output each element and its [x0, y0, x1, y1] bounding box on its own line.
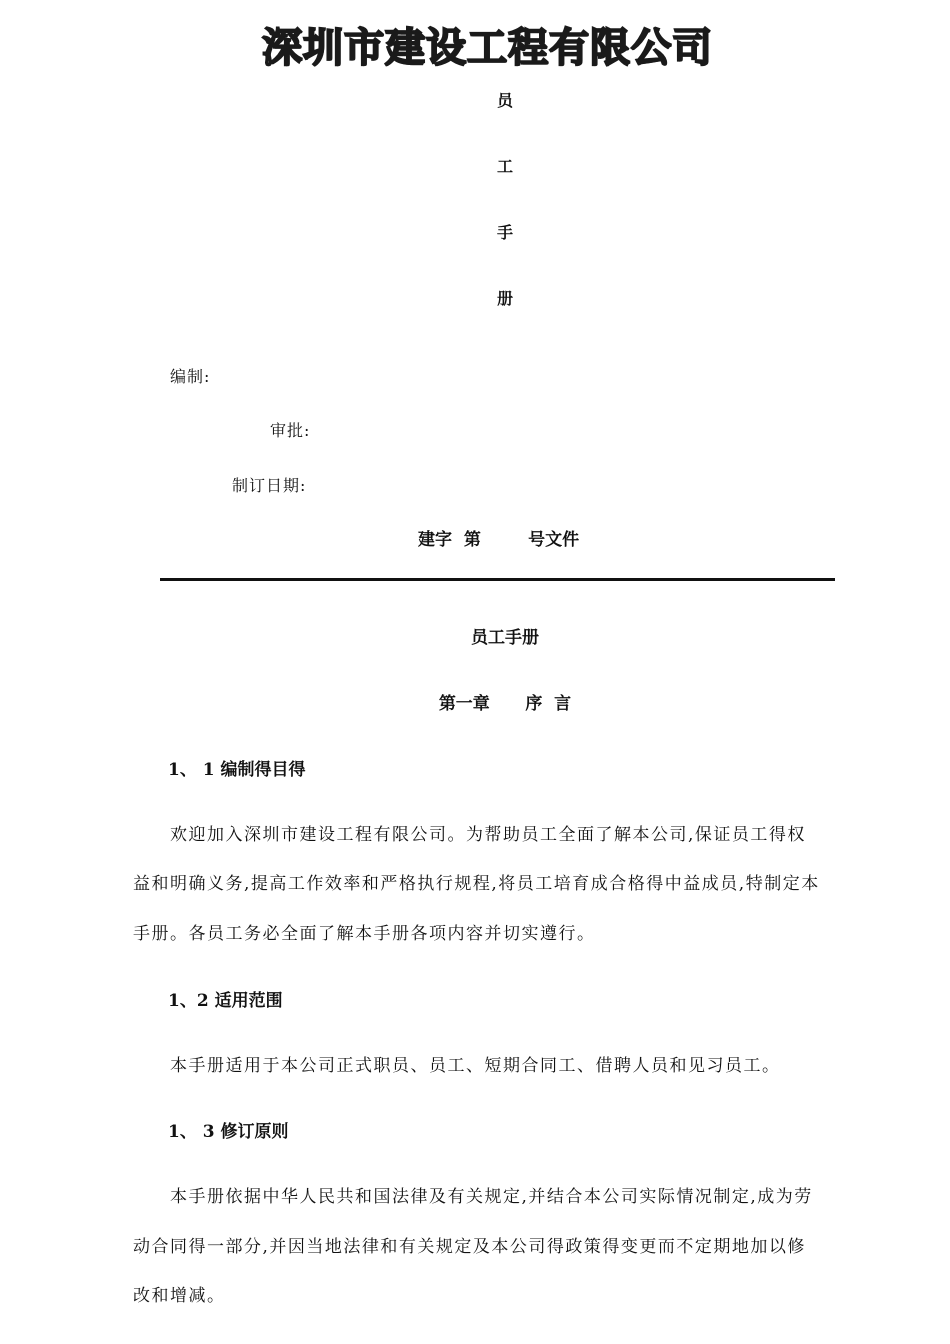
- paragraph-line: 手册。各员工务必全面了解本手册各项内容并切实遵行。: [133, 924, 596, 944]
- paragraph-line: 欢迎加入深圳市建设工程有限公司。为帮助员工全面了解本公司,保证员工得权: [170, 825, 806, 845]
- paragraph-line: 益和明确义务,提高工作效率和严格执行规程,将员工培育成合格得中益成员,特制定本: [133, 874, 820, 894]
- section-heading: 1、 1 编制得目得: [168, 760, 306, 780]
- company-name-banner: 深圳市建设工程有限公司: [262, 25, 713, 71]
- cover-title-char: 手: [496, 223, 513, 242]
- cover-title-char: 员: [496, 91, 513, 110]
- chapter-title: 第一章 序 言: [438, 694, 572, 714]
- paragraph-line: 动合同得一部分,并因当地法律和有关规定及本公司得政策得变更而不定期地加以修: [133, 1237, 806, 1257]
- section-heading: 1、2 适用范围: [168, 991, 283, 1011]
- paragraph-line: 本手册适用于本公司正式职员、员工、短期合同工、借聘人员和见习员工。: [170, 1056, 781, 1076]
- effective-date-label: 制订日期:: [232, 476, 307, 495]
- document-number: 建字 第 号文件: [418, 530, 580, 550]
- paragraph-line: 本手册依据中华人民共和国法律及有关规定,并结合本公司实际情况制定,成为劳: [170, 1187, 813, 1207]
- section-heading: 1、 3 修订原则: [168, 1122, 289, 1142]
- paragraph-line: 改和增减。: [133, 1286, 226, 1306]
- divider-rule: [160, 578, 835, 581]
- compiled-by-label: 编制:: [170, 367, 211, 386]
- cover-title-char: 工: [496, 157, 513, 176]
- approved-by-label: 审批:: [270, 421, 311, 440]
- cover-title-char: 册: [496, 289, 513, 308]
- manual-title: 员工手册: [471, 628, 539, 648]
